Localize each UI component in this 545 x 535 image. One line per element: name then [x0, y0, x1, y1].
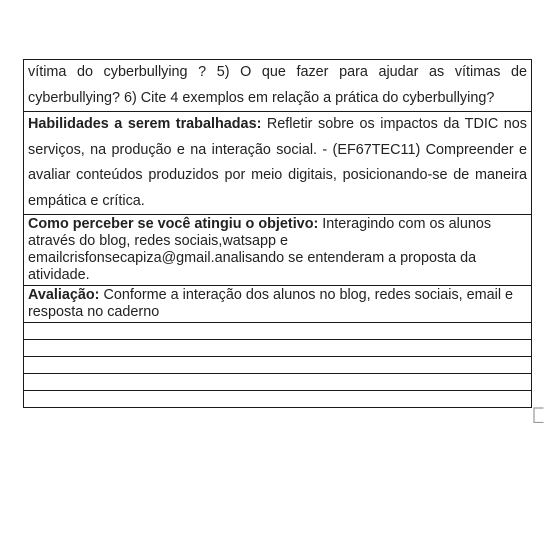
objective-text: Interagindo com os alunos através do blog, redes sociais,watsapp e emailcrisfonsecapiza@gmail.analisando se entenderam a proposta da atividade. [28, 216, 492, 283]
table-row [24, 215, 532, 286]
questions-cell [24, 60, 532, 112]
empty-cell[interactable] [24, 391, 532, 408]
evaluation-cell [24, 286, 532, 323]
questions-text: vítima do cyberbullying ? 5) O que fazer para ajudar as vítimas de cyberbullying? 6) Cite 4 exemplos em relação a prática do cyberbullying? [28, 64, 527, 106]
empty-cell[interactable] [24, 323, 532, 340]
empty-cell[interactable] [24, 357, 532, 374]
skills-text: Refletir sobre os impactos da TDIC nos serviços, na produção e na interação social. - (EF67TEC11) Compreender e avaliar conteúdos produzidos por meio digitais, posicionando-se de maneira empática e crítica. [28, 116, 527, 209]
objective-cell [24, 215, 532, 286]
empty-row [24, 391, 532, 408]
evaluation-text: Conforme a interação dos alunos no blog, redes sociais, email e resposta no caderno [28, 287, 514, 320]
empty-row [24, 323, 532, 340]
skills-label: Habilidades a serem trabalhadas: [28, 116, 262, 132]
empty-cell[interactable] [24, 374, 532, 391]
lesson-plan-table [23, 59, 532, 408]
table-row [24, 286, 532, 323]
skills-cell [24, 112, 532, 215]
empty-row [24, 357, 532, 374]
table-row [24, 60, 532, 112]
empty-cell[interactable] [24, 340, 532, 357]
empty-row [24, 340, 532, 357]
evaluation-label: Avaliação: [28, 287, 100, 303]
empty-row [24, 374, 532, 391]
table-resize-handle-icon[interactable] [533, 407, 544, 423]
objective-label: Como perceber se você atingiu o objetivo: [28, 216, 319, 232]
table-row [24, 112, 532, 215]
